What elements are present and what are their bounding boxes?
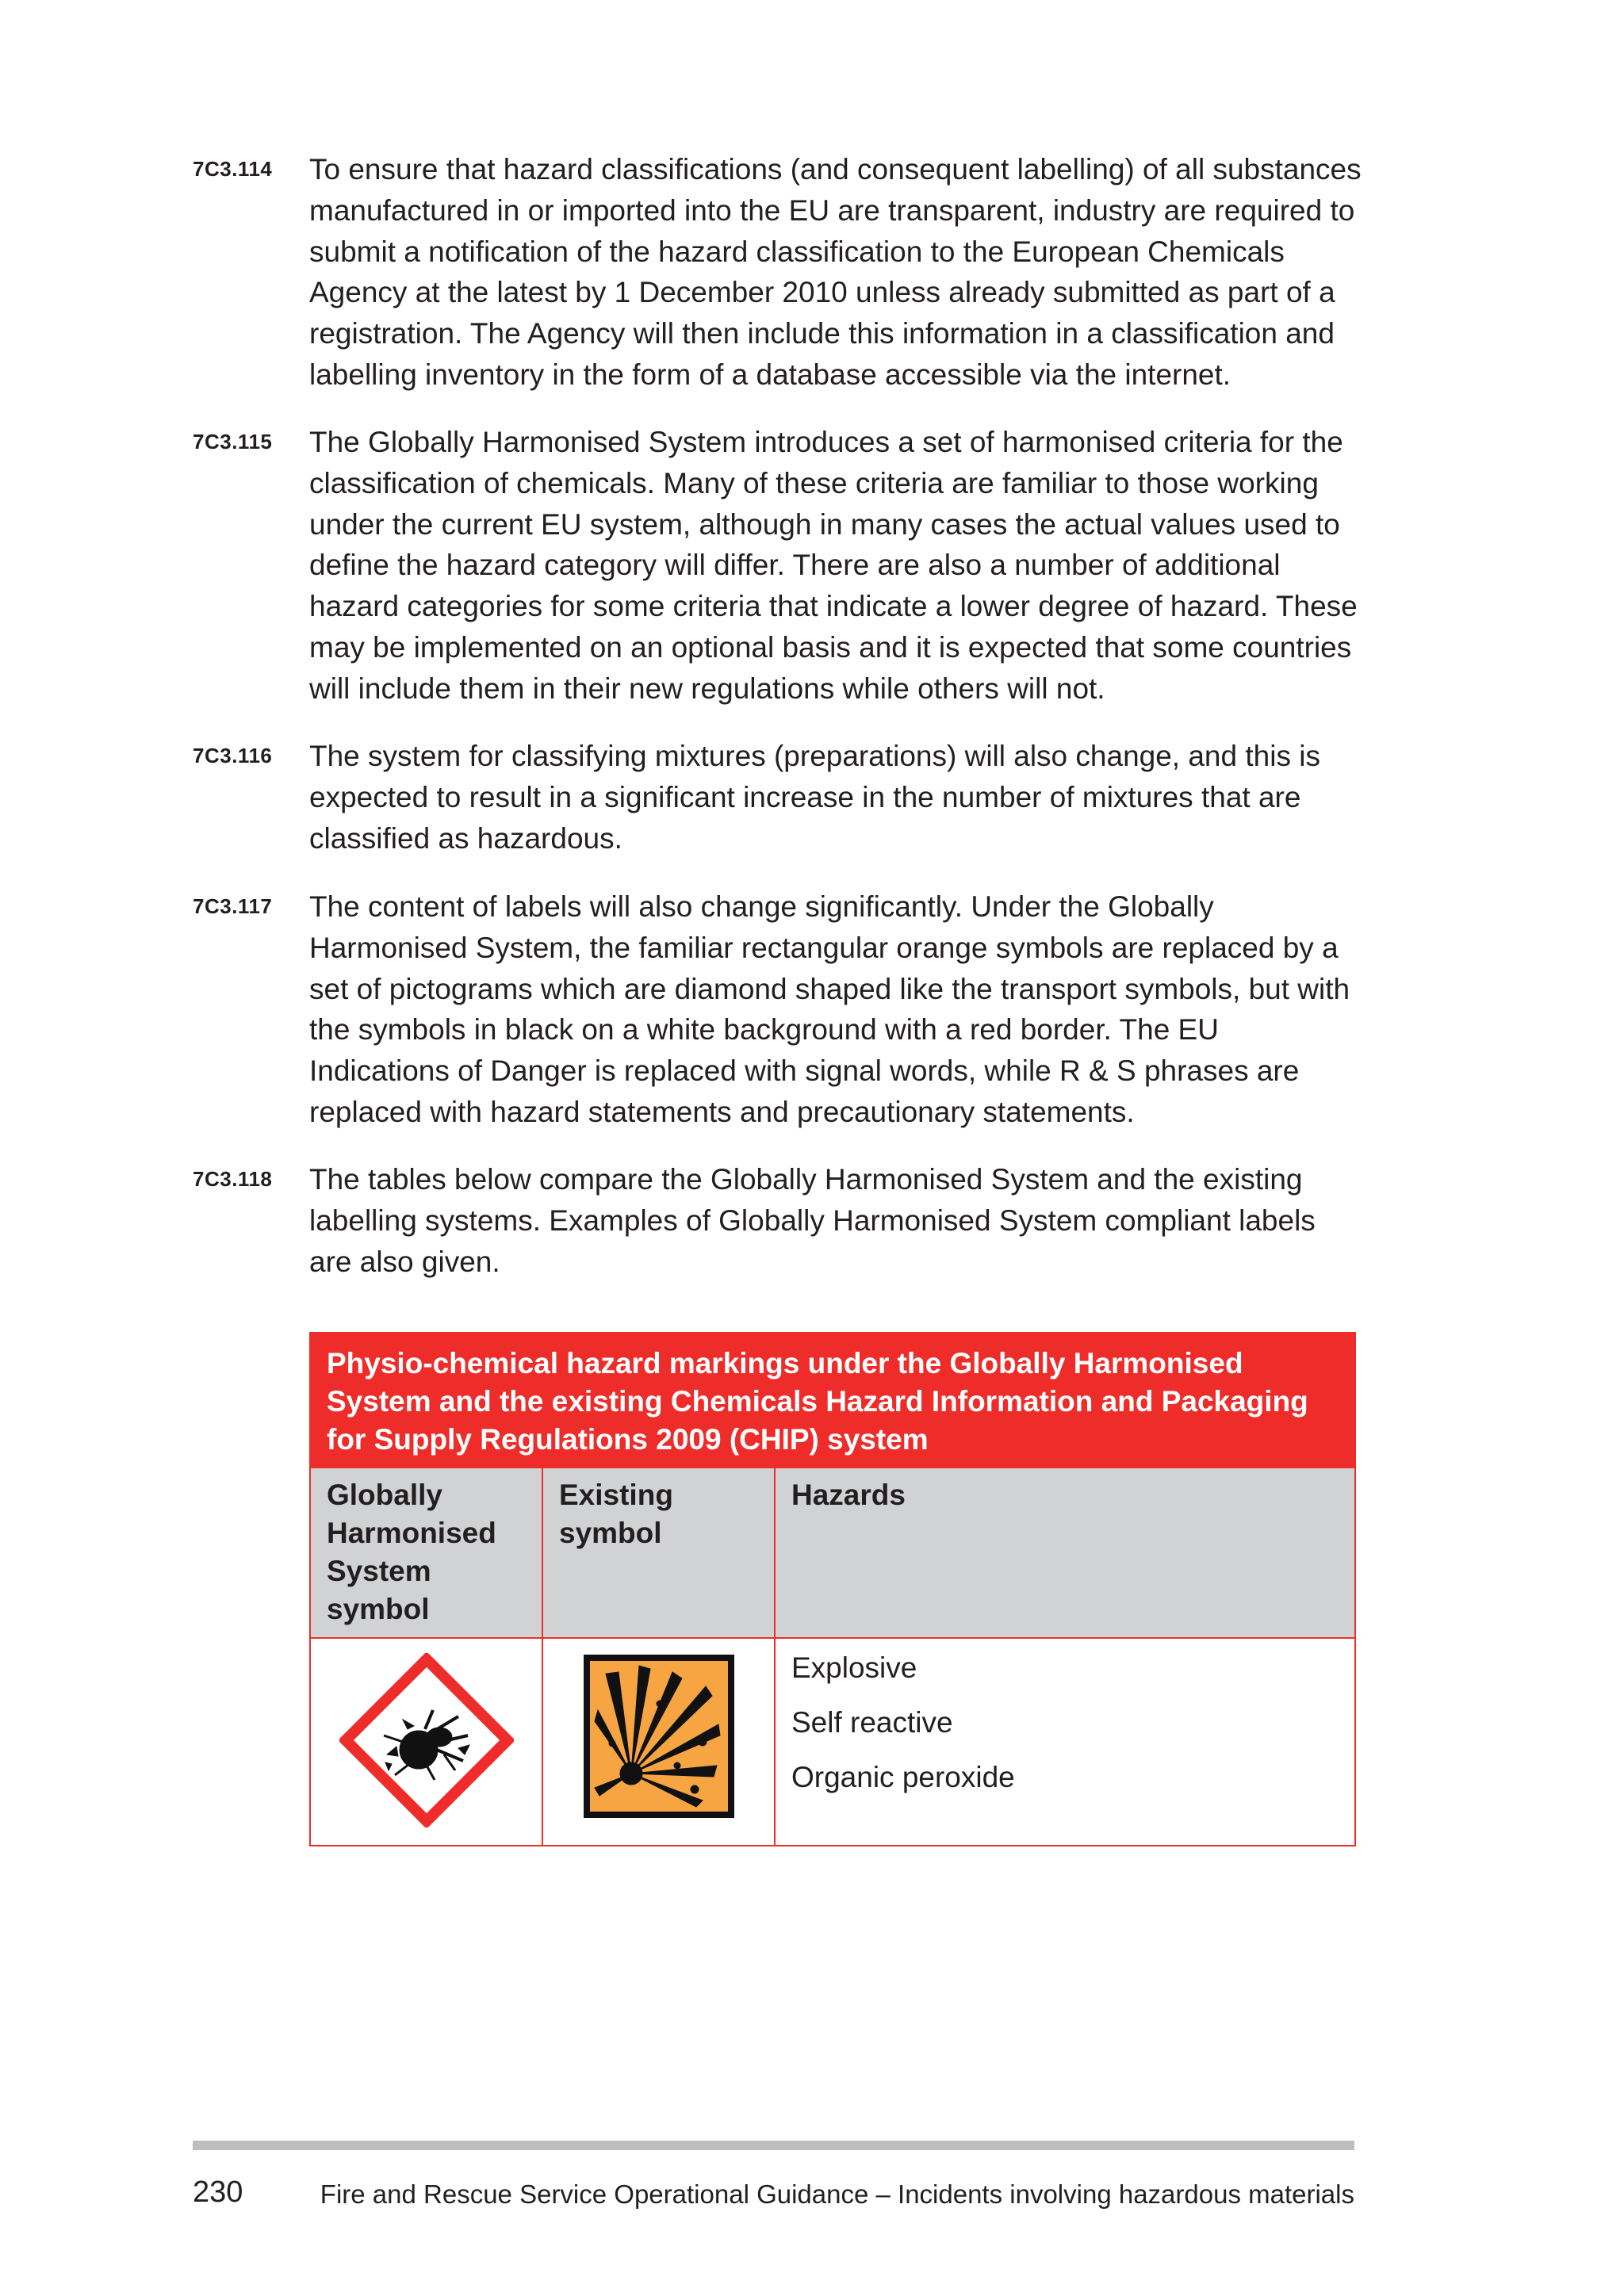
- hazard-item: Self reactive: [791, 1706, 953, 1739]
- footer-rule: [193, 2141, 1354, 2150]
- ghs-symbol-cell: [310, 1638, 542, 1846]
- paragraph-text: The system for classifying mixtures (preparations) will also change, and this is expected to result in a significant increase in the number of mixtures that are classified as hazardous.: [309, 740, 1320, 855]
- paragraph-number: 7C3.114: [193, 157, 273, 181]
- paragraph-number: 7C3.116: [193, 744, 273, 767]
- paragraph-number: 7C3.117: [193, 894, 273, 918]
- chip-explosive-icon: [584, 1655, 734, 1818]
- paragraph-text: The Globally Harmonised System introduces a set of harmonised criteria for the classification of chemicals. Many of these criteria are familiar to those working under the current EU system, although in many cases the actual values used to define the hazard category will differ. There are also a number of additional hazard categories for some criteria that indicate a lower degree of hazard. These may be implemented on an optional basis and it is expected that some countries will include them in their new regulations while others will not.: [309, 426, 1358, 705]
- table-row: [310, 1638, 1355, 1846]
- paragraph-text: The content of labels will also change significantly. Under the Globally Harmonised System, the familiar rectangular orange symbols are replaced by a set of pictograms which are diamond shaped like the transport symbols, but with the symbols in black on a white background with a red border. The EU Indications of Danger is replaced with signal words, while R & S phrases are replaced with hazard statements and precautionary statements.: [309, 890, 1350, 1128]
- paragraph-text: The tables below compare the Globally Harmonised System and the existing labelling systems. Examples of Globally Harmonised System compliant labels are also given.: [309, 1163, 1316, 1278]
- table-header-row: [310, 1468, 1355, 1638]
- table-title: Physio-chemical hazard markings under the Globally Harmonised System and the existing Chemicals Hazard Information and Packaging for Supply Regulations 2009 (CHIP) system: [310, 1333, 1355, 1468]
- hazard-item: Organic peroxide: [791, 1761, 1015, 1793]
- page-number: 230: [193, 2175, 243, 2209]
- table-title-row: [310, 1333, 1355, 1468]
- header-existing-symbol: Existing symbol: [542, 1468, 775, 1638]
- hazard-item: Explosive: [791, 1651, 917, 1684]
- hazard-markings-table: [309, 1332, 1356, 1846]
- paragraph-text: To ensure that hazard classifications (and consequent labelling) of all substances manufactured in or imported into the EU are transparent, industry are required to submit a notification of the hazard classification to the European Chemicals Agency at the latest by 1 December 2010 unless already submitted as part of a registration. The Agency will then include this information in a classification and labelling inventory in the form of a database accessible via the internet.: [309, 153, 1362, 391]
- header-hazards: Hazards: [775, 1468, 1355, 1638]
- footer-title: Fire and Rescue Service Operational Guidance – Incidents involving hazardous materials: [320, 2179, 1354, 2209]
- existing-symbol-cell: [542, 1638, 775, 1846]
- hazards-cell: [775, 1638, 1355, 1846]
- header-ghs-symbol: Globally Harmonised System symbol: [310, 1468, 542, 1638]
- paragraph-number: 7C3.118: [193, 1167, 273, 1191]
- hazard-list: [776, 1639, 1354, 1825]
- ghs-exploding-bomb-icon: [339, 1653, 514, 1827]
- paragraph-number: 7C3.115: [193, 430, 273, 453]
